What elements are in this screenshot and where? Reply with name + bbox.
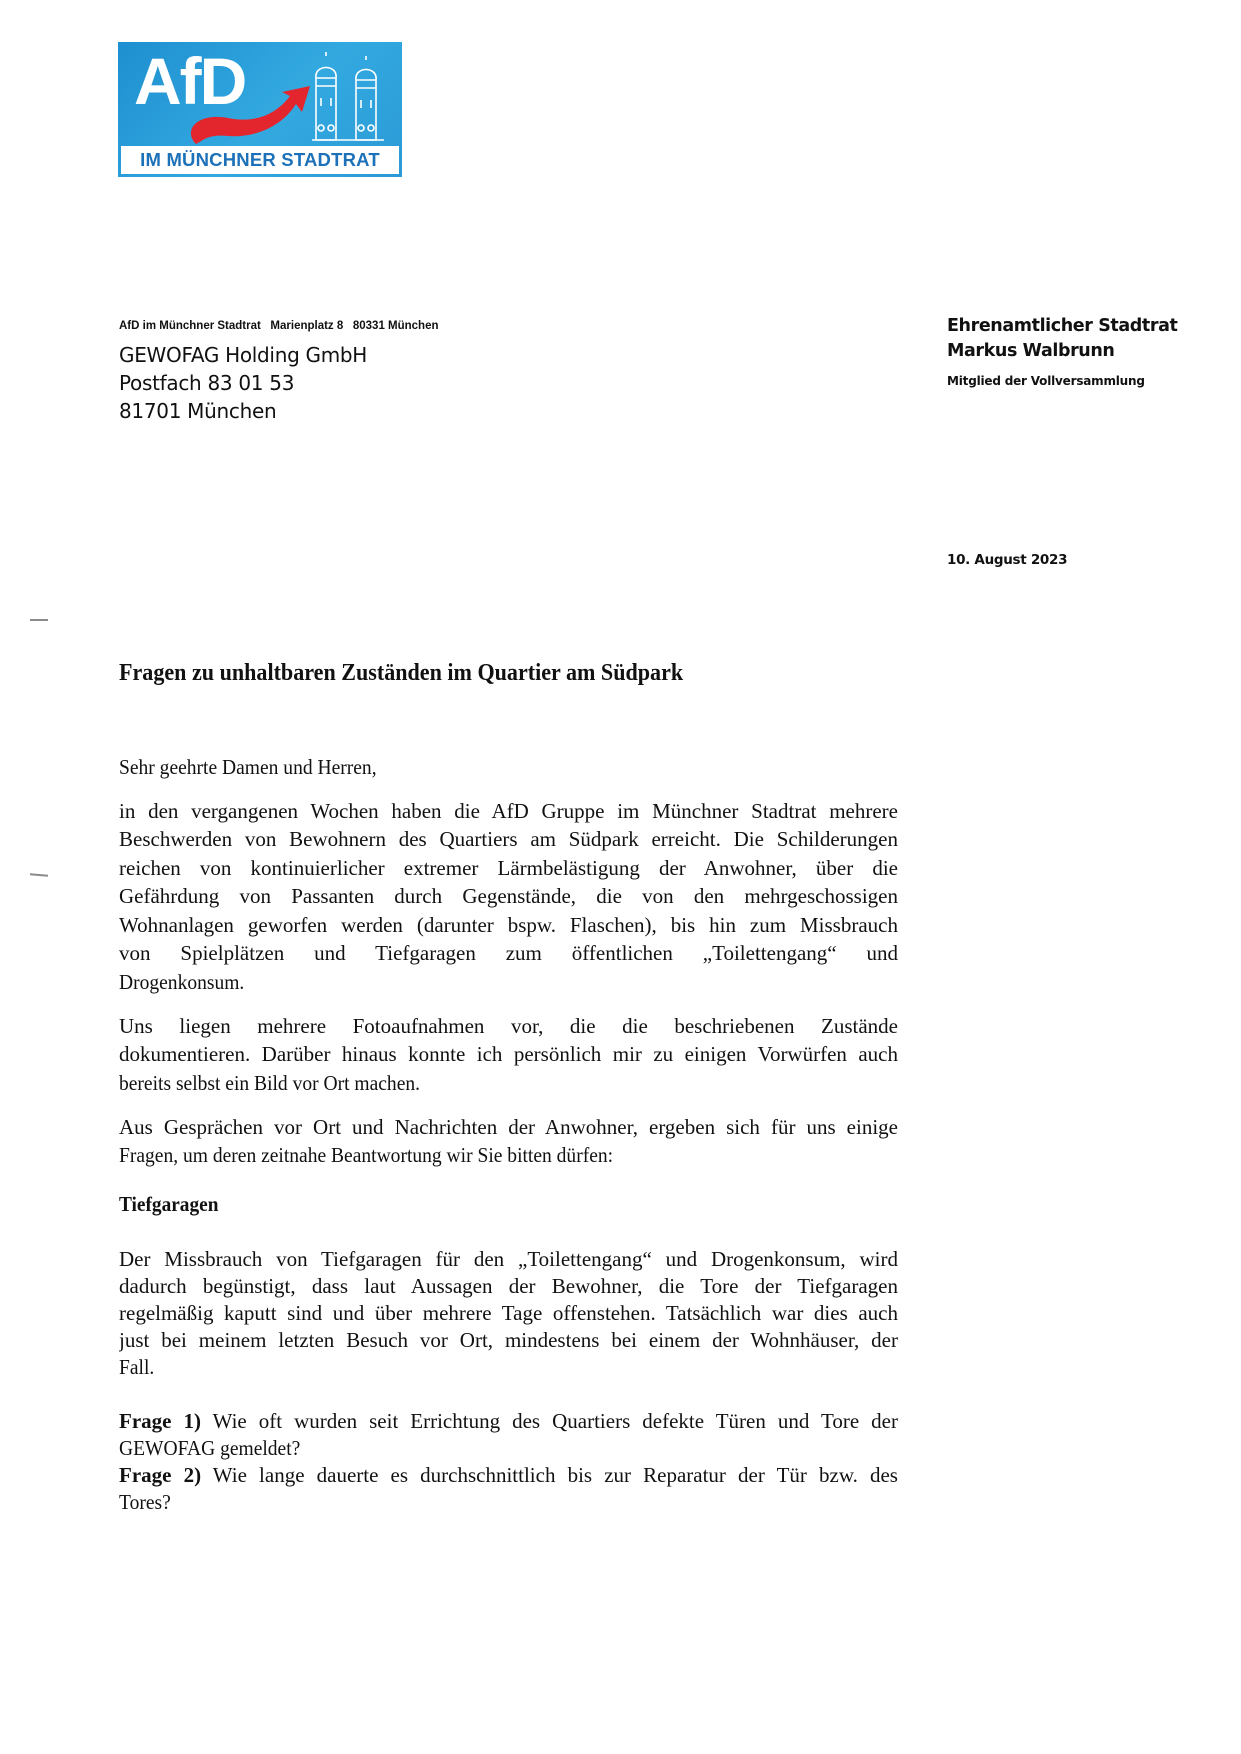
logo-band xyxy=(121,146,399,174)
question-line: Frage 1) Wie oft wurden seit Errichtung des Quartiers defekte Türen und Tore der xyxy=(119,1411,898,1433)
recipient-po-box: Postfach 83 01 53 xyxy=(119,371,295,395)
paragraph-line: Der Missbrauch von Tiefgaragen für den „Toilettengang“ und Drogenkonsum, wird xyxy=(119,1249,898,1271)
paragraph-line: von Spielplätzen und Tiefgaragen zum öffentlichen „Toilettengang“ und xyxy=(119,943,898,965)
paragraph-line: Wohnanlagen geworfen werden (darunter bspw. Flaschen), bis hin zum Missbrauch xyxy=(119,915,898,937)
frauenkirche-towers-icon xyxy=(308,48,388,148)
paragraph-line: Gefährdung von Passanten durch Gegenstände, die von den mehrgeschossigen xyxy=(119,886,898,908)
letter-subject: Fragen zu unhaltbaren Zuständen im Quartier am Südpark xyxy=(119,660,684,686)
paragraph-line: Aus Gesprächen vor Ort und Nachrichten der Anwohner, ergeben sich für uns einige xyxy=(119,1117,898,1139)
salutation: Sehr geehrte Damen und Herren, xyxy=(119,755,377,779)
author-role: Ehrenamtlicher Stadtrat xyxy=(947,316,1178,336)
logo-brand-text: AfD xyxy=(134,44,246,118)
fold-mark-bottom xyxy=(30,873,48,876)
paragraph-line: Beschwerden von Bewohnern des Quartiers am Südpark erreicht. Die Schilderungen xyxy=(119,829,898,851)
logo-band-text: IM MÜNCHNER STADTRAT xyxy=(140,149,380,170)
paragraph-line: Drogenkonsum. xyxy=(119,970,245,994)
question-line: Frage 2) Wie lange dauerte es durchschnittlich bis zur Reparatur der Tür bzw. des xyxy=(119,1465,898,1487)
question-line: Tores? xyxy=(119,1490,171,1514)
paragraph-line: bereits selbst ein Bild vor Ort machen. xyxy=(119,1071,421,1095)
paragraph-line: dadurch begünstigt, dass laut Aussagen der Bewohner, die Tore der Tiefgaragen xyxy=(119,1276,898,1298)
letter-date: 10. August 2023 xyxy=(947,552,1068,568)
paragraph-line: Fragen, um deren zeitnahe Beantwortung wir Sie bitten dürfen: xyxy=(119,1143,614,1167)
author-name: Markus Walbrunn xyxy=(947,341,1115,361)
question-line: GEWOFAG gemeldet? xyxy=(119,1436,301,1460)
paragraph-line: in den vergangenen Wochen haben die AfD Gruppe im Münchner Stadtrat mehrere xyxy=(119,801,898,823)
paragraph-line: reichen von kontinuierlicher extremer Lärmbelästigung der Anwohner, über die xyxy=(119,858,898,880)
afd-logo xyxy=(118,42,402,177)
question-label: Frage 2) xyxy=(119,1465,202,1487)
recipient-name: GEWOFAG Holding GmbH xyxy=(119,343,368,367)
question-label: Frage 1) xyxy=(119,1411,201,1433)
paragraph-line: Fall. xyxy=(119,1355,155,1379)
fold-mark-top xyxy=(30,619,48,621)
paragraph-line: dokumentieren. Darüber hinaus konnte ich persönlich mir zu einigen Vorwürfen auch xyxy=(119,1044,898,1066)
author-membership: Mitglied der Vollversammlung xyxy=(947,374,1145,388)
sender-return-line: AfD im Münchner Stadtrat Marienplatz 8 80331 München xyxy=(119,320,439,332)
paragraph-line: regelmäßig kaputt sind und über mehrere Tage offenstehen. Tatsächlich war dies auch xyxy=(119,1303,898,1325)
recipient-city: 81701 München xyxy=(119,399,277,423)
section-heading-tiefgaragen: Tiefgaragen xyxy=(119,1192,219,1216)
paragraph-line: just bei meinem letzten Besuch vor Ort, mindestens bei einem der Wohnhäuser, der xyxy=(119,1330,898,1352)
paragraph-line: Uns liegen mehrere Fotoaufnahmen vor, die die beschriebenen Zustände xyxy=(119,1016,898,1038)
